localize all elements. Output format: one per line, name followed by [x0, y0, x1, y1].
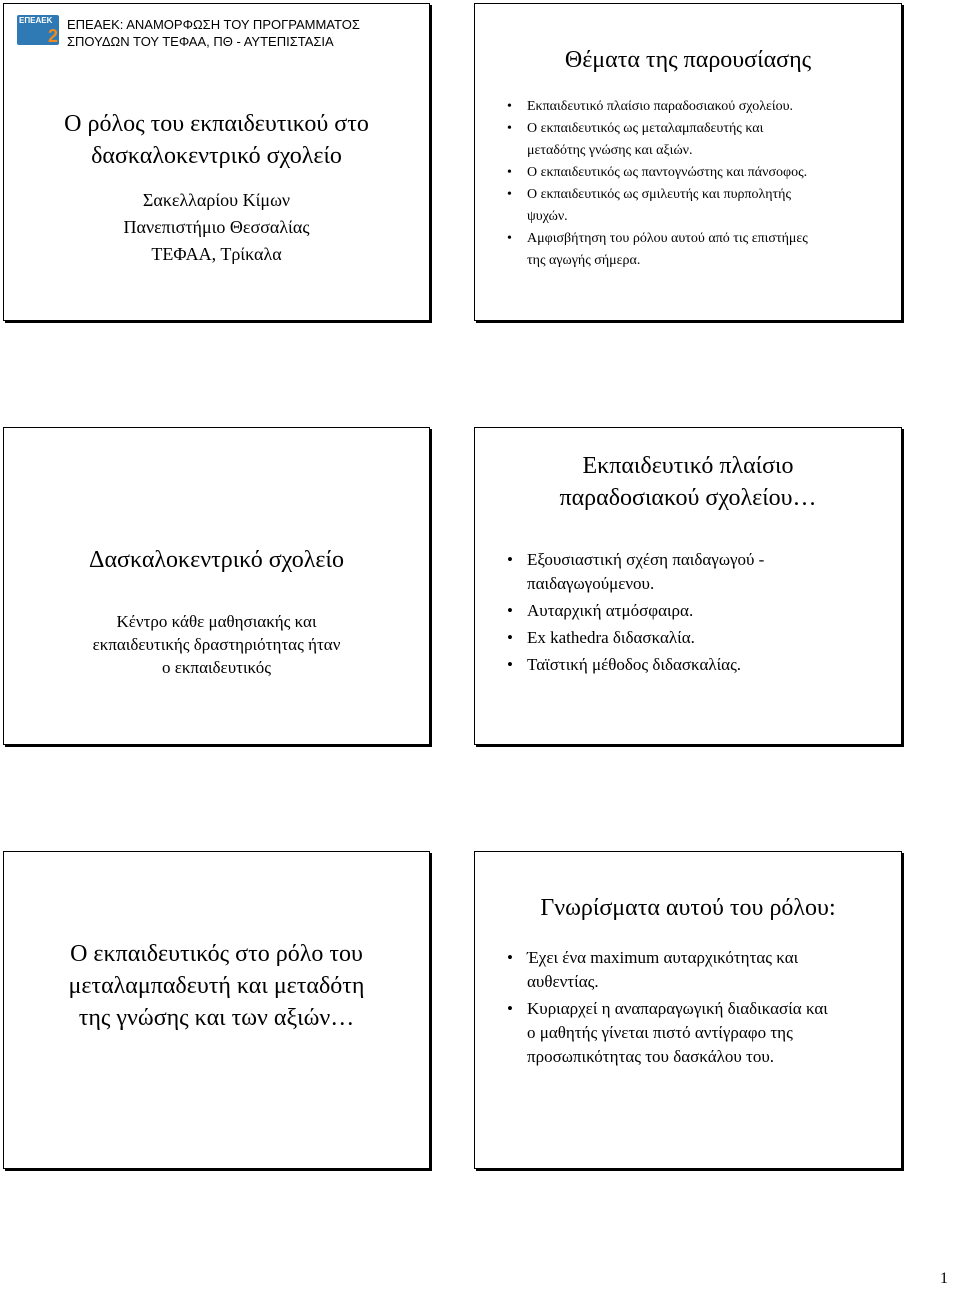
title-line: Ο ρόλος του εκπαιδευτικού στο — [64, 111, 369, 137]
slide-1-header — [67, 16, 422, 50]
slide-1-title — [4, 108, 429, 172]
bullet-item: • Αμφισβήτηση του ρόλου αυτού από τις επιστήμες της αγωγής σήμερα. — [507, 228, 887, 272]
bullet-item: • Ex kathedra διδασκαλία. — [507, 626, 887, 650]
author-line: Πανεπιστήμιο Θεσσαλίας — [123, 217, 310, 237]
slide-5 — [3, 851, 430, 1169]
slide-6 — [474, 851, 902, 1169]
slide-4 — [474, 427, 902, 745]
slide-4-title — [475, 450, 901, 514]
slide-2-title: Θέματα της παρουσίασης — [564, 47, 812, 73]
title-line: δασκαλοκεντρικό σχολείο — [91, 143, 342, 169]
bullet-item: • Ο εκπαιδευτικός ως παντογνώστης και πάνσοφος. — [507, 162, 887, 184]
slide-6-bullets — [507, 946, 887, 1072]
slide-3 — [3, 427, 430, 745]
slide-2-bullets — [507, 96, 887, 272]
bullet-item: • Εκπαιδευτικό πλαίσιο παραδοσιακού σχολείου. — [507, 96, 887, 118]
author-line: Σακελλαρίου Κίμων — [142, 190, 291, 210]
bullet-item: • Ο εκπαιδευτικός ως σμιλευτής και πυρπολητής ψυχών. — [507, 184, 887, 228]
body-line: ο εκπαιδευτικός — [162, 658, 271, 677]
epeaek-logo — [17, 15, 59, 45]
slide-1 — [3, 3, 430, 321]
title-line: παραδοσιακού σχολείου… — [559, 485, 817, 511]
slide-2 — [474, 3, 902, 321]
slide-1-author — [4, 187, 429, 268]
title-line: της γνώσης και των αξιών… — [78, 1005, 355, 1031]
slide-5-title — [4, 938, 429, 1034]
header-line: ΣΠΟΥΔΩΝ ΤΟΥ ΤΕΦΑΑ, ΠΘ - ΑΥΤΕΠΙΣΤΑΣΙΑ — [67, 34, 334, 49]
slide-3-body — [4, 610, 429, 679]
page-number: 1 — [940, 1270, 948, 1287]
bullet-item: • Εξουσιαστική σχέση παιδαγωγού - παιδαγωγούμενου. — [507, 548, 887, 596]
author-line: ΤΕΦΑΑ, Τρίκαλα — [151, 244, 282, 264]
logo-number: 2 — [47, 26, 58, 46]
bullet-item: • Αυταρχική ατμόσφαιρα. — [507, 599, 887, 623]
slide-6-title: Γνωρίσματα αυτού του ρόλου: — [540, 895, 836, 921]
bullet-item: • Κυριαρχεί η αναπαραγωγική διαδικασία και ο μαθητής γίνεται πιστό αντίγραφο της προσωπικότητας του δασκάλου του. — [507, 997, 887, 1069]
logo-text: ΕΠΕΑΕΚ — [19, 16, 53, 25]
title-line: Εκπαιδευτικό πλαίσιο — [582, 453, 794, 479]
header-line: ΕΠΕΑΕΚ: ΑΝΑΜΟΡΦΩΣΗ ΤΟΥ ΠΡΟΓΡΑΜΜΑΤΟΣ — [67, 17, 360, 32]
bullet-item: • Έχει ένα maximum αυταρχικότητας και αυθεντίας. — [507, 946, 887, 994]
body-line: εκπαιδευτικής δραστηριότητας ήταν — [92, 635, 341, 654]
title-line: Ο εκπαιδευτικός στο ρόλο του — [70, 941, 363, 967]
slide-4-bullets — [507, 548, 887, 680]
title-line: μεταλαμπαδευτή και μεταδότη — [68, 973, 365, 999]
body-line: Κέντρο κάθε μαθησιακής και — [116, 612, 317, 631]
bullet-item: • Ο εκπαιδευτικός ως μεταλαμπαδευτής και μεταδότης γνώσης και αξιών. — [507, 118, 887, 162]
slide-3-title: Δασκαλοκεντρικό σχολείο — [89, 547, 344, 573]
bullet-item: • Ταϊστική μέθοδος διδασκαλίας. — [507, 653, 887, 677]
